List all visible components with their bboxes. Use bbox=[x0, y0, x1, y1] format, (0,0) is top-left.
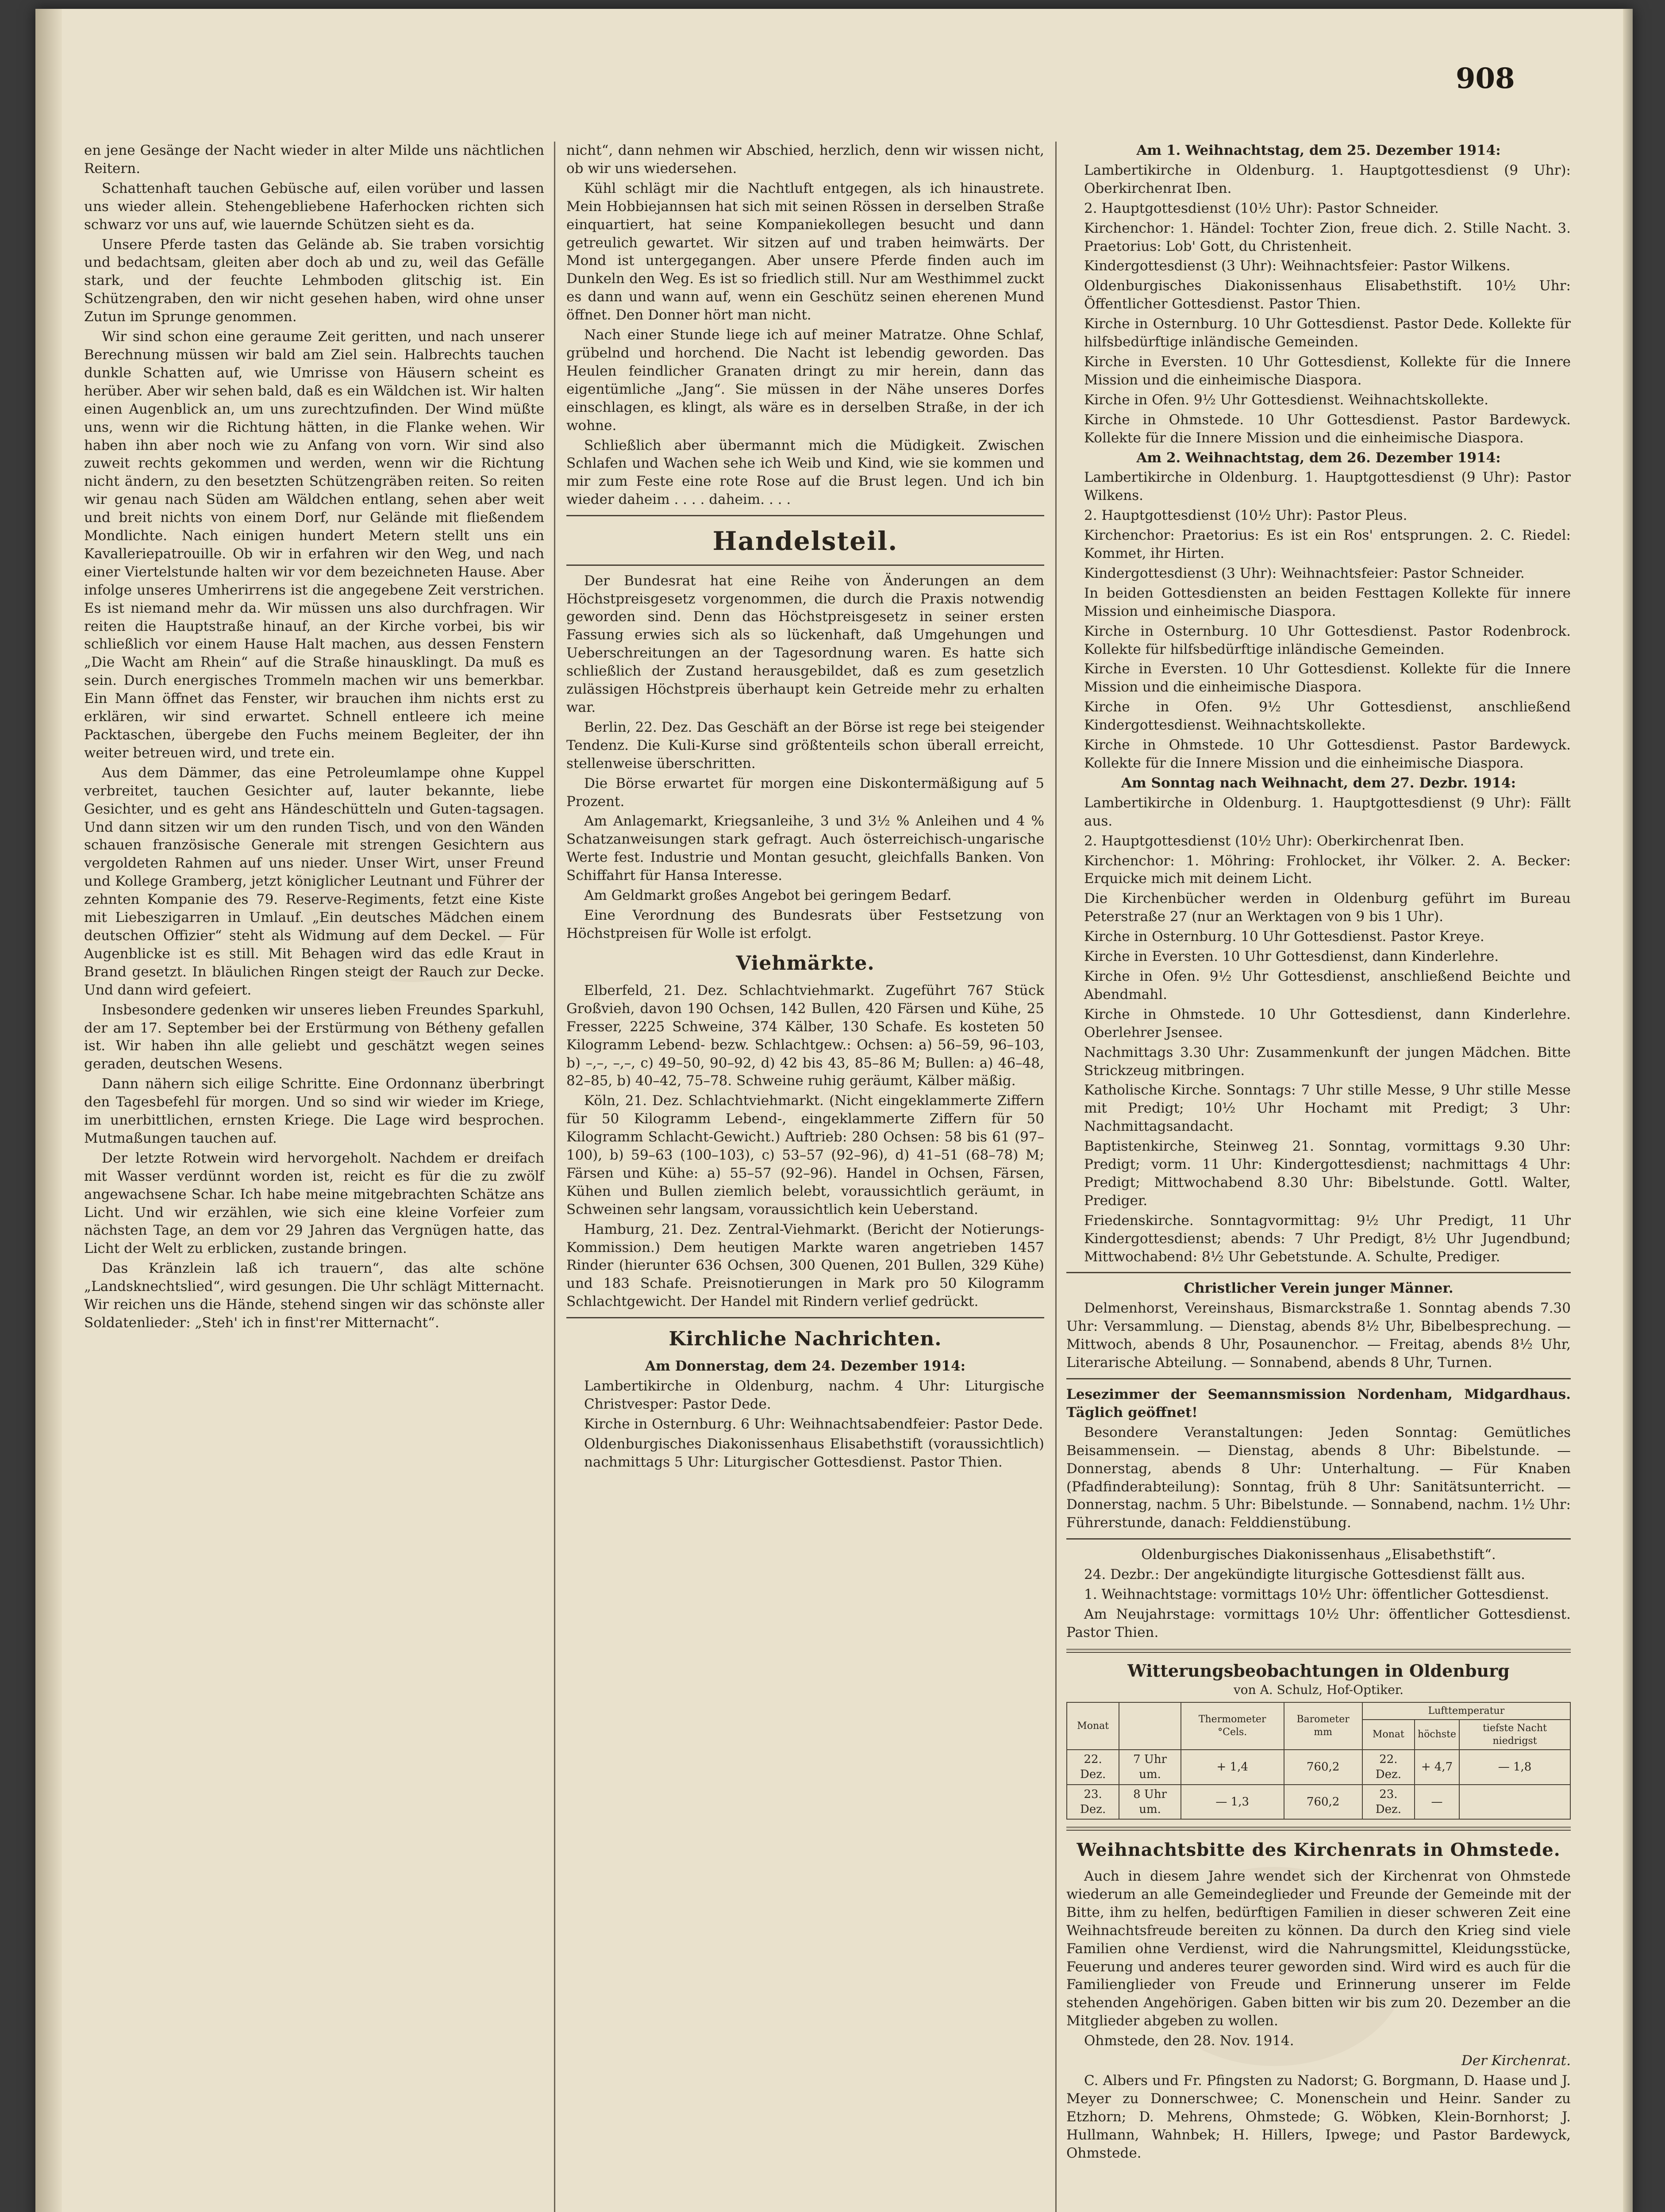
table-cell: 22. Dez. bbox=[1362, 1750, 1415, 1785]
church-item: Kirche in Osternburg. 6 Uhr: Weihnachtsabendfeier: Pastor Dede. bbox=[584, 1416, 1043, 1432]
weather-heading: Witterungsbeobachtungen in Oldenburg bbox=[1127, 1660, 1510, 1681]
table-cell: — 1,3 bbox=[1181, 1785, 1284, 1820]
paragraph: Dann nähern sich eilige Schritte. Eine Ordonnanz überbringt den Tagesbefehl für morgen. Und so sind wir wieder im Kriege, im unerbittlichen, ernsten Kriege. Die Lage wird besprochen. Mutmaßungen tauchen auf. bbox=[84, 1076, 544, 1146]
church-item: Oldenburgisches Diakonissenhaus Elisabethstift. 10½ Uhr: Öffentlicher Gottesdienst. Pastor Thien. bbox=[1084, 278, 1571, 312]
table-cell bbox=[1459, 1785, 1570, 1820]
table-row bbox=[1067, 1750, 1570, 1785]
paragraph: Elberfeld, 21. Dez. Schlachtviehmarkt. Zugeführt 767 Stück Großvieh, davon 190 Ochsen, 142 Bullen, 420 Färsen und Kühe, 25 Fresser, 2225 Schweine, 374 Kälber, 130 Schafe. Es kosteten 50 Kilogramm Lebend- bezw. Schlachtgew.: Ochsen: a) 56–59, 96–103, b) –,–, –,–, c) 49–50, 90–92, d) 42 bis 43, 85–86 M; Bullen: a) 46–48, 82–85, b) 40–42, 75–78. Schweine ruhig geräumt, Kälber mäßig. bbox=[566, 982, 1044, 1089]
church-item: 2. Hauptgottesdienst (10½ Uhr): Pastor Pleus. bbox=[1084, 507, 1407, 524]
table-header: Monat bbox=[1067, 1702, 1119, 1750]
divider bbox=[1066, 1827, 1571, 1831]
church-item: Kirche in Ofen. 9½ Uhr Gottesdienst, anschließend Beichte und Abendmahl. bbox=[1084, 968, 1571, 1002]
page-number: 908 bbox=[1456, 62, 1515, 95]
paragraph: Aus dem Dämmer, das eine Petroleumlampe ohne Kuppel verbreitet, tauchen Gesichter auf, lauter bekannte, liebe Gesichter, und es geht ans Händeschütteln und Guten-tagsagen. Und dann sitzen wir um den runden Tisch, und von den Wänden schauen französische Generale mit strengen Gesichtern aus vergoldeten Rahmen auf uns nieder. Unser Wirt, unser Freund und Kollege Gramberg, jetzt königlicher Leutnant und Führer der zehnten Kompanie des 79. Reserve-Regiments, fetzt eine Kiste mit Liebeszigarren in Umlauf. „Ein deutsches Mädchen einem deutschen Offizier“ steht als Widmung auf dem Deckel. — Für Augenblicke ist es still. Mit Behagen wird das edle Kraut in Brand gesetzt. In bläulichen Ringen steigt der Rauch zur Decke. Und dann wird gefeiert. bbox=[84, 764, 544, 998]
church-item: Friedenskirche. Sonntagvormittag: 9½ Uhr Predigt, 11 Uhr Kindergottesdienst; abends: 7 Uhr Predigt, 8½ Uhr Jugendbund; Mittwochabend: 8½ Uhr Gebetstunde. A. Schulte, Prediger. bbox=[1084, 1212, 1571, 1265]
table-header: Monat bbox=[1362, 1720, 1415, 1750]
table-cell: — bbox=[1415, 1785, 1459, 1820]
table-cell: — 1,8 bbox=[1459, 1750, 1570, 1785]
table-cell: 760,2 bbox=[1284, 1750, 1362, 1785]
table-header: tiefste Nacht niedrigst bbox=[1459, 1720, 1570, 1750]
table-cell: + 4,7 bbox=[1415, 1750, 1459, 1785]
column-rule bbox=[554, 142, 555, 2212]
paragraph: Am Neujahrstage: vormittags 10½ Uhr: öffentlicher Gottesdienst. Pastor Thien. bbox=[1066, 1606, 1571, 1640]
church-item: Nachmittags 3.30 Uhr: Zusammenkunft der jungen Mädchen. Bitte Strickzeug mitbringen. bbox=[1084, 1044, 1571, 1079]
church-item: Katholische Kirche. Sonntags: 7 Uhr stille Messe, 9 Uhr stille Messe mit Predigt; 10½ Uhr Hochamt mit Predigt; 3 Uhr: Nachmittagsandacht. bbox=[1084, 1082, 1571, 1135]
table-header: höchste bbox=[1415, 1720, 1459, 1750]
church-item: Kirche in Ofen. 9½ Uhr Gottesdienst. Weihnachtskollekte. bbox=[1084, 392, 1488, 408]
column-1 bbox=[84, 142, 544, 1334]
church-item: Kirche in Eversten. 10 Uhr Gottesdienst, dann Kinderlehre. bbox=[1084, 949, 1499, 965]
church-item: Kirche in Ohmstede. 10 Uhr Gottesdienst. Pastor Bardewyck. Kollekte für die Innere Mission und die einheimische Diaspora. bbox=[1084, 411, 1571, 446]
church-item: 2. Hauptgottesdienst (10½ Uhr): Pastor Schneider. bbox=[1084, 200, 1439, 216]
paragraph: Köln, 21. Dez. Schlachtviehmarkt. (Nicht eingeklammerte Ziffern für 50 Kilogramm Lebend-, eingeklammerte Ziffern für 50 Kilogramm Schlacht-Gewicht.) Auftrieb: 280 Ochsen: 58 bis 61 (97–100), b) 59–63 (100–103), c) 53–57 (92–96), d) 41–51 (68–78) M; Färsen und Kühe: a) 55–57 (92–96). Handel in Ochsen, Färsen, Kühen und Bullen ziemlich belebt, voraussichtlich geräumt, in Schweinen sehr langsam, voraussichtlich kein Ueberstand. bbox=[566, 1093, 1044, 1217]
paragraph: Der Bundesrat hat eine Reihe von Änderungen an dem Höchstpreisgesetz vorgenommen, die durch die Praxis notwendig geworden sind. Denn das Höchstpreisgesetz in seiner ersten Fassung erwies sich als so lückenhaft, daß Umgehungen und Ueberschreitungen an der Tagesordnung waren. Es hatte sich schließlich der Zustand herausgebildet, daß es zum gesetzlich zulässigen Höchstpreis überhaupt kein Getreide mehr zu erhalten war. bbox=[566, 572, 1044, 716]
church-item: Kirche in Osternburg. 10 Uhr Gottesdienst. Pastor Dede. Kollekte für hilfsbedürftige inländische Gemeinden. bbox=[1084, 316, 1571, 350]
table-cell: + 1,4 bbox=[1181, 1750, 1284, 1785]
binding-gutter bbox=[35, 9, 62, 2212]
table-cell: 760,2 bbox=[1284, 1785, 1362, 1820]
column-3 bbox=[1066, 142, 1571, 2164]
paragraph: Wir sind schon eine geraume Zeit geritten, und nach unserer Berechnung müssen wir bald am Ziel sein. Halbrechts tauchen dunkle Schatten auf, wie Umrisse von Häusern scheint es herüber. Aber wir sehen bald, daß es ein Wäldchen ist. Wir halten einen Augenblick an, um uns zurechtzufinden. Der Wind müßte uns, wenn wir die Richtung hätten, in die Flanke wehen. Wir haben ihn aber noch wie zu Anfang von vorn. Wir sind also zuweit rechts gekommen und werden, wenn wir die Richtung nicht ändern, zu den besetzten Schützengräben reiten. So reiten wir genau nach Süden am Wäldchen entlang, sehen aber weit und breit nichts von einem Dorf, nur Gelände mit fließendem Mondlichte. Nach einigen hundert Metern stellt uns ein Kavalleriepatrouille. Ob wir in erfahren wir den Weg, und nach einer Viertelstunde halten wir vor dem bezeichneten Hause. Aber infolge unseres Umherirrens ist die angegebene Zeit verstrichen. Es ist niemand mehr da. Wir müssen uns also durchfragen. Wir reiten die Hauptstraße hinauf, an der Kirche vorbei, bis wir schließlich vor einem Hause Halt machen, aus dessen Fenstern „Die Wacht am Rhein“ auf die Straße hinausklingt. Da muß es sein. Durch energisches Trommeln machen wir uns bemerkbar. Ein Mann öffnet das Fenster, wir brauchen ihm nichts erst zu erklären, wir sind erwartet. Schnell entleere ich meine Packtaschen, übergebe den Fuchs meinem Begleiter, der ihn weiter betreuen wird, und trete ein. bbox=[84, 329, 544, 761]
church-item: In beiden Gottesdiensten an beiden Festtagen Kollekte für innere Mission und einheimische Diaspora. bbox=[1084, 585, 1571, 619]
table-row bbox=[1067, 1785, 1570, 1820]
paragraph: Der letzte Rotwein wird hervorgeholt. Nachdem er dreifach mit Wasser verdünnt worden ist, reicht es für die zu zwölf angewachsene Schar. Ich habe meine mitgebrachten Schätze ans Licht. Und wir erzählen, wie sich eine kleine Vorfeier zum nächsten Tage, an dem vor 29 Jahren das Vergnügen hatte, das Licht der Welt zu erblicken, zustande bringen. bbox=[84, 1150, 544, 1257]
paragraph: Schließlich aber übermannt mich die Müdigkeit. Zwischen Schlafen und Wachen sehe ich Weib und Kind, wie sie kommen und mir zum Feste eine rote Rose auf die Brust legen. Und ich bin wieder daheim . . . . daheim. . . . bbox=[566, 437, 1044, 508]
place-date: Ohmstede, den 28. Nov. 1914. bbox=[1084, 2033, 1294, 2049]
church-item: 2. Hauptgottesdienst (10½ Uhr): Oberkirchenrat Iben. bbox=[1084, 833, 1465, 849]
church-item: Kirche in Ofen. 9½ Uhr Gottesdienst, anschließend Kindergottesdienst. Weihnachtskollekte. bbox=[1084, 699, 1571, 733]
diakonissen-heading: Oldenburgisches Diakonissenhaus „Elisabethstift“. bbox=[1141, 1547, 1496, 1563]
divider bbox=[1066, 1272, 1571, 1273]
handelsteil-heading: Handelsteil. bbox=[712, 526, 898, 557]
church-item: Kirche in Eversten. 10 Uhr Gottesdienst. Kollekte für die Innere Mission und die einheimische Diaspora. bbox=[1084, 661, 1571, 695]
viehmaerkte-heading: Viehmärkte. bbox=[736, 952, 875, 975]
church-date: Am Donnerstag, dem 24. Dezember 1914: bbox=[645, 1358, 966, 1375]
paragraph: Besondere Veranstaltungen: Jeden Sonntag: Gemütliches Beisammensein. — Dienstag, abends 8 Uhr: Bibelstunde. — Donnerstag, abends 8 Uhr: Unterhaltung. — Für Knaben (Pfadfinderabteilung): Sonntag, früh 8 Uhr: Sanitätsunterricht. — Donnerstag, nachm. 5 Uhr: Bibelstunde. — Sonnabend, nachm. 1½ Uhr: Führerstunde, danach: Felddienstübung. bbox=[1066, 1424, 1571, 1531]
cvjm-heading: Christlicher Verein junger Männer. bbox=[1184, 1280, 1454, 1297]
divider bbox=[566, 565, 1044, 566]
page-edge bbox=[1623, 9, 1633, 2212]
church-date: Am 2. Weihnachtstag, dem 26. Dezember 1914: bbox=[1136, 449, 1501, 466]
table-cell: 23. Dez. bbox=[1067, 1785, 1119, 1820]
divider bbox=[1066, 1378, 1571, 1379]
church-item: Baptistenkirche, Steinweg 21. Sonntag, vormittags 9.30 Uhr: Predigt; vorm. 11 Uhr: Kindergottesdienst; nachmittags 4 Uhr: Predigt; Mittwochabend 8.30 Uhr: Bibelstunde. Gottl. Walter, Prediger. bbox=[1084, 1138, 1571, 1209]
church-item: Kirchenchor: 1. Möhring: Frohlocket, ihr Völker. 2. A. Becker: Erquicke mich mit deinem Licht. bbox=[1084, 853, 1571, 887]
church-notices bbox=[566, 1357, 1044, 1471]
church-item: Kindergottesdienst (3 Uhr): Weihnachtsfeier: Pastor Wilkens. bbox=[1084, 258, 1511, 274]
table-header-row bbox=[1067, 1702, 1570, 1720]
paragraph: Eine Verordnung des Bundesrats über Festsetzung von Höchstpreisen für Wolle ist erfolgt. bbox=[566, 907, 1044, 941]
table-header: Thermometer °Cels. bbox=[1181, 1702, 1284, 1750]
church-item: Die Kirchenbücher werden in Oldenburg geführt im Bureau Peterstraße 27 (nur an Werktagen von 9 bis 1 Uhr). bbox=[1084, 891, 1571, 925]
church-item: Kirche in Osternburg. 10 Uhr Gottesdienst. Pastor Rodenbrock. Kollekte für hilfsbedürftige inländische Gemeinden. bbox=[1084, 623, 1571, 657]
weather-table bbox=[1066, 1702, 1571, 1820]
paragraph: 1. Weihnachtstage: vormittags 10½ Uhr: öffentlicher Gottesdienst. bbox=[1084, 1586, 1549, 1603]
church-item: Kirchenchor: 1. Händel: Tochter Zion, freue dich. 2. Stille Nacht. 3. Praetorius: Lob' Gott, du Christenheit. bbox=[1084, 220, 1571, 254]
church-item: Oldenburgisches Diakonissenhaus Elisabethstift (voraussichtlich) nachmittags 5 Uhr: Liturgischer Gottesdienst. Pastor Thien. bbox=[584, 1436, 1044, 1470]
table-cell: 8 Uhr um. bbox=[1119, 1785, 1181, 1820]
table-header: Lufttemperatur bbox=[1362, 1702, 1570, 1720]
signature: Der Kirchenrat. bbox=[1461, 2053, 1571, 2069]
paragraph: Unsere Pferde tasten das Gelände ab. Sie traben vorsichtig und bedachtsam, gleiten aber doch ab und zu, weil das Gefälle stark, und der feuchte Lehmboden glitschig ist. Ein Schützengraben, den wir nicht gesehen haben, wird ohne unser Zutun im Sprunge genommen. bbox=[84, 236, 544, 325]
paragraph: Auch in diesem Jahre wendet sich der Kirchenrat von Ohmstede wiederum an alle Gemeindeglieder und Freunde der Gemeinde mit der Bitte, ihm zu helfen, bedürftigen Familien in dieser schweren Zeit eine Weihnachtsfreude bereiten zu können. Da durch den Krieg sind viele Familien ohne Verdienst, wird die Nahrungsmittel, Kleidungsstücke, Feuerung und anderes teurer geworden sind. Wird wird es auch für die Familienglieder von Freude und Erinnerung unserer im Felde stehenden Angehörigen. Gaben bitten wir bis zum 20. Dezember an die Mitglieder abgeben zu wollen. bbox=[1066, 1868, 1571, 2029]
paragraph: Berlin, 22. Dez. Das Geschäft an der Börse ist rege bei steigender Tendenz. Die Kuli-Kurse sind größtenteils schon überall erreicht, stellenweise überschritten. bbox=[566, 719, 1044, 772]
column-rule bbox=[1055, 142, 1057, 2212]
church-services bbox=[1066, 142, 1571, 1266]
divider bbox=[566, 1317, 1044, 1318]
church-date: Am 1. Weihnachtstag, dem 25. Dezember 1914: bbox=[1136, 142, 1501, 158]
church-date: Am Sonntag nach Weihnacht, dem 27. Dezbr. 1914: bbox=[1121, 775, 1516, 791]
church-item: Lambertikirche in Oldenburg. 1. Hauptgottesdienst (9 Uhr): Oberkirchenrat Iben. bbox=[1084, 162, 1571, 196]
kirchliche-heading: Kirchliche Nachrichten. bbox=[669, 1328, 942, 1351]
paragraph: nicht“, dann nehmen wir Abschied, herzlich, denn wir wissen nicht, ob wir uns wiedersehen. bbox=[566, 142, 1044, 177]
church-item: Kirche in Ohmstede. 10 Uhr Gottesdienst. Pastor Bardewyck. Kollekte für die Innere Mission und die einheimische Diaspora. bbox=[1084, 737, 1571, 771]
table-cell: 7 Uhr um. bbox=[1119, 1750, 1181, 1785]
seemannsmission-heading: Lesezimmer der Seemannsmission Nordenham, Midgardhaus. Täglich geöffnet! bbox=[1066, 1386, 1571, 1421]
church-item: Kindergottesdienst (3 Uhr): Weihnachtsfeier: Pastor Schneider. bbox=[1084, 565, 1525, 581]
paragraph: Am Anlagemarkt, Kriegsanleihe, 3 und 3½ % Anleihen und 4 % Schatzanweisungen stark gefragt. Auch österreichisch-ungarische Werte fest. Industrie und Montan gesucht, gleichfalls Banken. Von Schiffahrt für Hansa Interesse. bbox=[566, 813, 1044, 884]
church-item: Lambertikirche in Oldenburg, nachm. 4 Uhr: Liturgische Christvesper: Pastor Dede. bbox=[584, 1378, 1044, 1413]
paragraph: Am Geldmarkt großes Angebot bei geringem Bedarf. bbox=[584, 887, 952, 904]
paragraph: Schattenhaft tauchen Gebüsche auf, eilen vorüber und lassen uns wieder allein. Stehengebliebene Haferhocken richten sich schwarz vor uns auf, wie lauernde Schützen sieht es da. bbox=[84, 180, 544, 233]
church-item: Kirche in Osternburg. 10 Uhr Gottesdienst. Pastor Kreye. bbox=[1084, 929, 1484, 945]
divider bbox=[1066, 1538, 1571, 1540]
column-2 bbox=[566, 142, 1044, 1473]
newspaper-page bbox=[35, 9, 1633, 2212]
church-item: Kirchenchor: Praetorius: Es ist ein Ros' entsprungen. 2. C. Riedel: Kommet, ihr Hirten. bbox=[1084, 527, 1571, 562]
divider bbox=[566, 515, 1044, 516]
church-item: Lambertikirche in Oldenburg. 1. Hauptgottesdienst (9 Uhr): Pastor Wilkens. bbox=[1084, 469, 1571, 504]
table-cell: 23. Dez. bbox=[1362, 1785, 1415, 1820]
divider bbox=[1066, 1649, 1571, 1653]
paragraph: Kühl schlägt mir die Nachtluft entgegen, als ich hinaustrete. Mein Hobbiejannsen hat sich mit seinen Rössen in derselben Straße einquartiert, hat seine Kompaniekollegen besucht und dann getreulich gewartet. Wir sitzen auf und traben heimwärts. Der Mond ist untergegangen. Aber unsere Pferde finden auch im Dunkeln den Weg. Es ist so friedlich still. Nur am Westhimmel zuckt es dann und wann auf, wenn ein Geschütz seinen eherenen Mund öffnet. Den Donner hört man nicht. bbox=[566, 180, 1044, 323]
table-header bbox=[1119, 1702, 1181, 1750]
paragraph: Hamburg, 21. Dez. Zentral-Viehmarkt. (Bericht der Notierungs-Kommission.) Dem heutigen Markte waren angetrieben 1457 Rinder (hierunter 636 Ochsen, 300 Quenen, 201 Bullen, 329 Kühe) und 183 Schafe. Preisnotierungen in Mark pro 50 Kilogramm Schlachtgewicht. Der Handel mit Rindern verlief gedrückt. bbox=[566, 1221, 1044, 1310]
weihnachtsbitte-heading: Weihnachtsbitte des Kirchenrats in Ohmstede. bbox=[1077, 1839, 1561, 1861]
weather-subtitle: von A. Schulz, Hof-Optiker. bbox=[1233, 1682, 1404, 1697]
church-item: Kirche in Ohmstede. 10 Uhr Gottesdienst, dann Kinderlehre. Oberlehrer Jsensee. bbox=[1084, 1006, 1571, 1041]
table-header: Barometer mm bbox=[1284, 1702, 1362, 1750]
paragraph: Insbesondere gedenken wir unseres lieben Freundes Sparkuhl, der am 17. September bei der Erstürmung von Bétheny gefallen ist. Wir haben ihn alle geliebt und geschätzt wegen seines geraden, deutschen Wesens. bbox=[84, 1002, 544, 1072]
church-item: Kirche in Eversten. 10 Uhr Gottesdienst, Kollekte für die Innere Mission und die einheimische Diaspora. bbox=[1084, 353, 1571, 388]
paragraph: Delmenhorst, Vereinshaus, Bismarckstraße 1. Sonntag abends 7.30 Uhr: Versammlung. — Dienstag, abends 8½ Uhr, Bibelbesprechung. — Mittwoch, abends 8 Uhr, Posaunenchor. — Freitag, abends 8½ Uhr, Literarische Abteilung. — Sonnabend, abends 8 Uhr, Turnen. bbox=[1066, 1300, 1571, 1371]
signer-names: C. Albers und Fr. Pfingsten zu Nadorst; G. Borgmann, D. Haase und J. Meyer zu Donnerschwee; C. Monenschein und Heinr. Sander zu Etzhorn; D. Mehrens, Ohmstede; G. Wöbken, Klein-Bornhorst; J. Hullmann, Wahnbek; H. Hillers, Ipwege; und Pastor Bardewyck, Ohmstede. bbox=[1066, 2073, 1571, 2161]
paragraph: 24. Dezbr.: Der angekündigte liturgische Gottesdienst fällt aus. bbox=[1084, 1567, 1526, 1583]
paragraph: Die Börse erwartet für morgen eine Diskontermäßigung auf 5 Prozent. bbox=[566, 775, 1044, 810]
paragraph: Nach einer Stunde liege ich auf meiner Matratze. Ohne Schlaf, grübelnd und horchend. Die Nacht ist lebendig geworden. Das Heulen feindlicher Granaten dringt zu mir herein, dann das eigentümliche „Jang“. Sie müssen in der Nähe unseres Dorfes einschlagen, es klingt, als wäre es in derselben Straße, in der ich wohne. bbox=[566, 327, 1044, 434]
paragraph: en jene Gesänge der Nacht wieder in alter Milde uns nächtlichen Reitern. bbox=[84, 142, 544, 177]
church-item: Lambertikirche in Oldenburg. 1. Hauptgottesdienst (9 Uhr): Fällt aus. bbox=[1084, 795, 1571, 829]
paragraph: Das Kränzlein laß ich trauern“, das alte schöne „Landsknechtslied“, wird gesungen. Die Uhr schlägt Mitternacht. Wir reichen uns die Hände, stehend singen wir das schönste aller Soldatenlieder: „Steh' ich in finst'rer Mitternacht“. bbox=[84, 1260, 544, 1331]
table-cell: 22. Dez. bbox=[1067, 1750, 1119, 1785]
